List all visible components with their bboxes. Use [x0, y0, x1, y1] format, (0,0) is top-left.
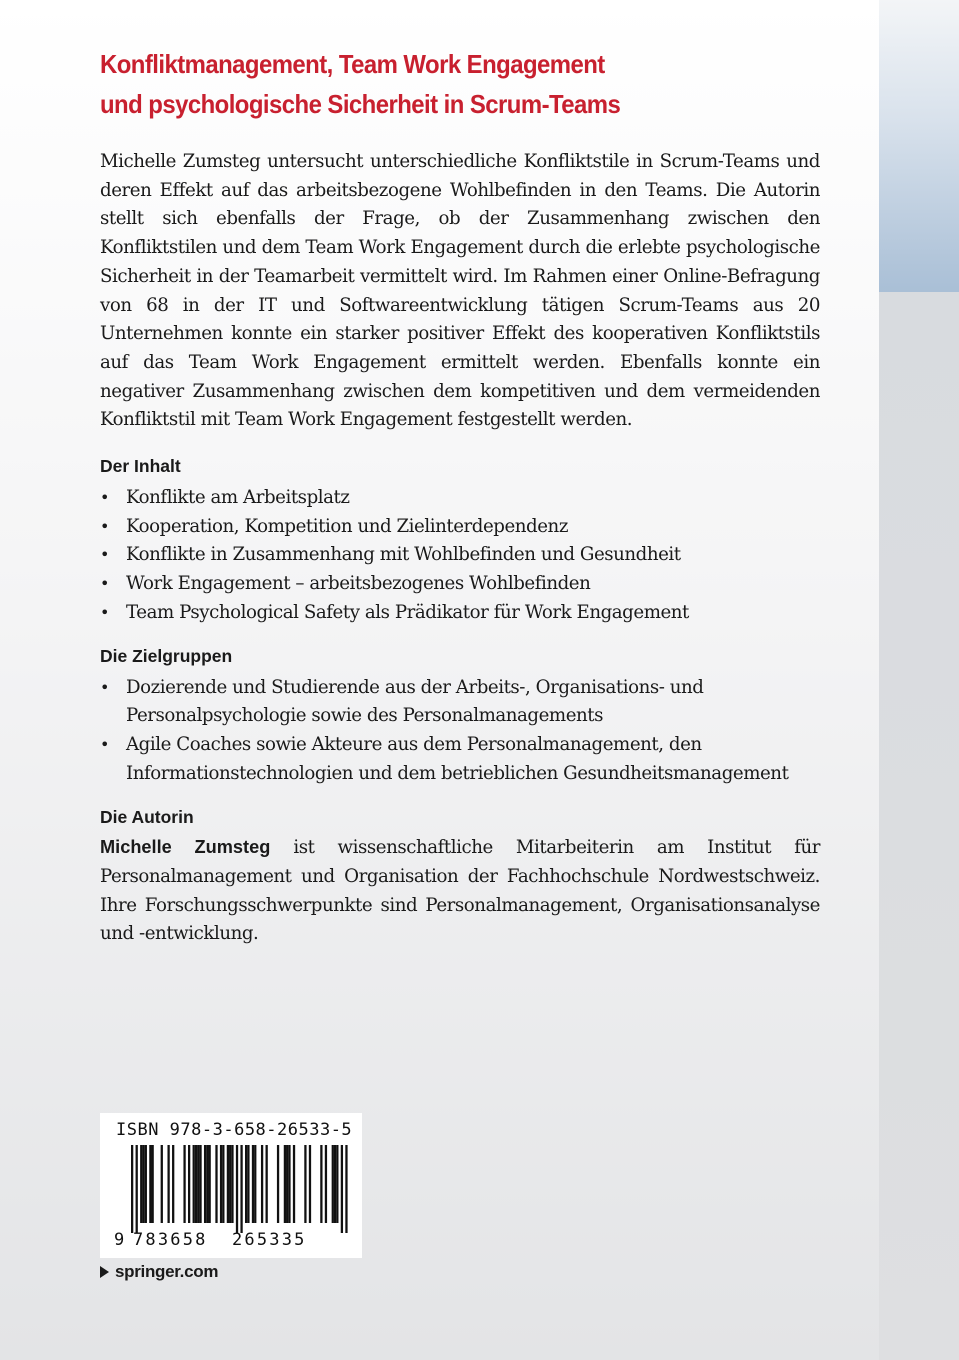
barcode-bar	[195, 1145, 197, 1223]
barcode-bar	[206, 1145, 208, 1223]
section-heading-zielgruppen: Die Zielgruppen	[100, 645, 233, 666]
barcode-bar	[341, 1145, 343, 1233]
barcode-bar	[254, 1145, 256, 1223]
barcode-bar	[172, 1145, 174, 1223]
barcode-graphic	[100, 1113, 362, 1258]
book-title	[100, 44, 762, 124]
barcode-bar	[227, 1145, 229, 1223]
barcode-bar	[293, 1145, 295, 1223]
barcode-bar	[149, 1145, 151, 1223]
barcode-bar	[193, 1145, 195, 1223]
barcode-bar	[161, 1145, 163, 1223]
barcode-bar	[284, 1145, 286, 1223]
barcode-bar	[131, 1145, 133, 1233]
book-abstract: Michelle Zumsteg untersucht unterschiedliche Konfliktstile in Scrum-Teams und deren Effekt auf das arbeitsbezogene Wohlbefinden in den Teams. Die Autorin stellt sich ebenfalls der Frage, ob der Zusammenhang zwischen den Konfliktstilen und dem Team Work Engagement durch die erlebte psychologische Sicherheit in der Teamarbeit vermittelt wird. Im Rahmen einer Online-Befragung von 68 in der IT und Softwareentwicklung tätigen Scrum-Teams aus 20 Unternehmen konnte ein starker positiver Effekt des kooperativen Konfliktstils auf das Team Work Engagement ermittelt werden. Ebenfalls konnte ein negativer Zusammenhang zwischen dem kompetitiven und dem vermeidenden Konfliktstil mit Team Work Engagement festgestellt werden.	[100, 151, 820, 431]
barcode-bar	[304, 1145, 306, 1223]
barcode-bar	[288, 1145, 290, 1223]
springer-link[interactable]	[100, 1262, 218, 1282]
barcode-right-digits: 265335	[232, 1230, 307, 1250]
section-heading-inhalt: Der Inhalt	[100, 456, 181, 477]
inhalt-list-item: • Konflikte in Zusammenhang mit Wohlbefinden und Gesundheit	[100, 541, 820, 570]
springer-link-text: springer.com	[115, 1262, 219, 1281]
barcode-bar	[286, 1145, 288, 1223]
zielgruppen-list-item: • Dozierende und Studierende aus der Arbeits-, Organisations- und Personalpsychologie sowie des Personalmanagements	[100, 674, 820, 731]
barcode-bar	[188, 1145, 190, 1223]
book-title-line-2: und psychologische Sicherheit in Scrum-Teams	[100, 89, 621, 119]
isbn-label: ISBN 978-3-658-26533-5	[116, 1120, 353, 1140]
barcode-bar	[245, 1145, 247, 1223]
barcode-bars	[131, 1145, 348, 1233]
zielgruppen-list-item: • Agile Coaches sowie Akteure aus dem Personalmanagement, den Informationstechnologien und dem betrieblichen Gesundheitsmanagement	[100, 731, 820, 788]
barcode-bar	[209, 1145, 211, 1223]
back-cover-content	[100, 44, 820, 949]
cover-side-strip	[879, 0, 959, 1360]
barcode-bar	[140, 1145, 142, 1223]
cover-side-strip-lower	[879, 292, 959, 1360]
barcode-bar	[252, 1145, 254, 1223]
barcode-bar	[334, 1145, 336, 1223]
inhalt-list-item: • Team Psychological Safety als Prädikator für Work Engagement	[100, 599, 820, 628]
barcode-bar	[183, 1145, 185, 1223]
zielgruppen-list	[100, 674, 820, 789]
barcode-bar	[309, 1145, 311, 1223]
isbn-barcode	[100, 1113, 362, 1258]
author-bio	[100, 833, 820, 949]
cover-side-strip-accent	[879, 0, 959, 292]
inhalt-list	[100, 484, 820, 628]
barcode-bar	[336, 1145, 338, 1223]
barcode-bar	[247, 1145, 249, 1223]
barcode-left-digits: 783658	[133, 1230, 208, 1250]
barcode-bar	[204, 1145, 206, 1223]
barcode-bar	[231, 1145, 233, 1223]
barcode-bar	[167, 1145, 169, 1223]
arrow-right-icon	[100, 1266, 109, 1278]
barcode-bar	[222, 1145, 224, 1223]
author-name: Michelle Zumsteg	[100, 837, 271, 858]
barcode-bar	[236, 1145, 238, 1233]
barcode-bar	[199, 1145, 201, 1223]
barcode-bar	[136, 1145, 138, 1233]
barcode-bar	[240, 1145, 242, 1233]
barcode-bar	[197, 1145, 199, 1223]
barcode-bar	[332, 1145, 334, 1223]
barcode-bar	[145, 1145, 147, 1223]
barcode-bar	[215, 1145, 217, 1223]
barcode-bar	[142, 1145, 144, 1223]
barcode-bar	[266, 1145, 268, 1223]
barcode-bar	[325, 1145, 327, 1223]
section-heading-autorin: Die Autorin	[100, 807, 194, 828]
barcode-first-digit: 9	[114, 1230, 125, 1250]
inhalt-list-item: • Kooperation, Kompetition und Zielinterdependenz	[100, 513, 820, 542]
barcode-bar	[261, 1145, 263, 1223]
barcode-bar	[229, 1145, 231, 1223]
author-bio-text: ist wissenschaftliche Mitarbeiterin am Institut für Personalmanagement und Organisation der Fachhochschule Nordwestschweiz. Ihre Forschungsschwerpunkte sind Personalmanagement, Organisationsanalyse und -entwicklung.	[100, 837, 820, 945]
barcode-bar	[320, 1145, 322, 1223]
barcode-bar	[152, 1145, 154, 1223]
barcode-bar	[345, 1145, 347, 1233]
inhalt-list-item: • Work Engagement – arbeitsbezogenes Wohlbefinden	[100, 570, 820, 599]
barcode-bar	[277, 1145, 279, 1223]
book-title-line-1: Konfliktmanagement, Team Work Engagement	[100, 49, 605, 79]
barcode-bar	[220, 1145, 222, 1223]
inhalt-list-item: • Konflikte am Arbeitsplatz	[100, 484, 820, 513]
